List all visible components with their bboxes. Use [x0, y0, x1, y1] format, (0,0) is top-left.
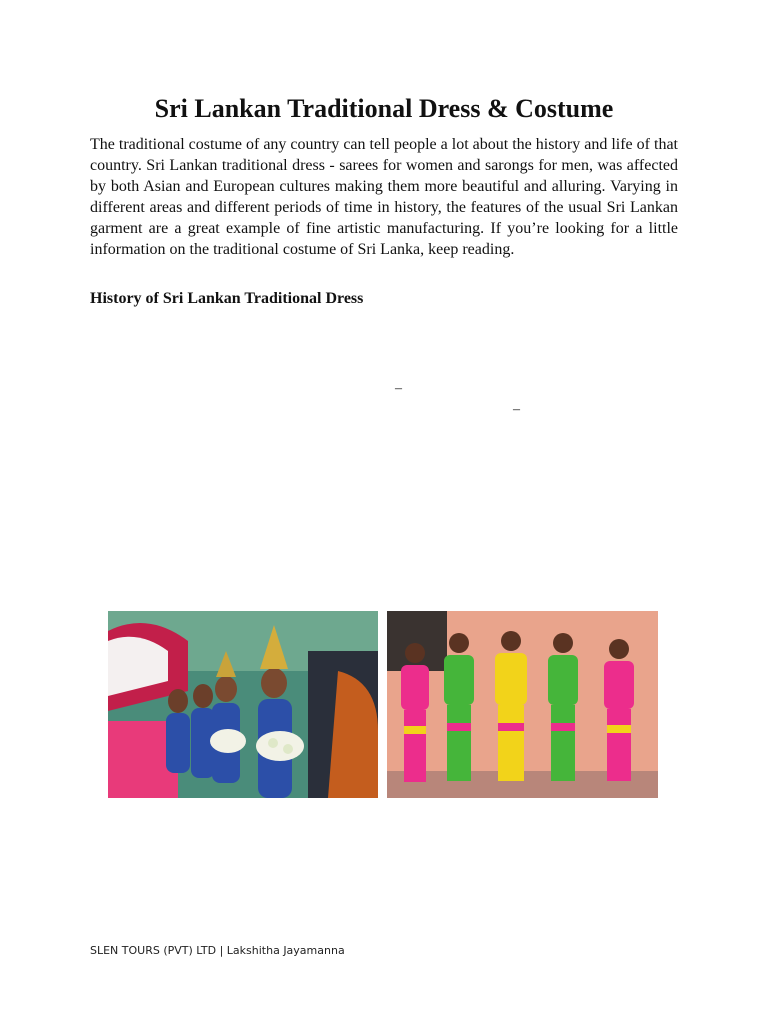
dash-mark: – — [513, 402, 520, 417]
page-footer: SLEN TOURS (PVT) LTD | Lakshitha Jayamanna — [90, 944, 345, 957]
section-heading-history: History of Sri Lankan Traditional Dress — [90, 290, 364, 307]
page-title: Sri Lankan Traditional Dress & Costume — [154, 94, 614, 123]
bharatanatyam-dancers-photo — [387, 611, 658, 798]
kandyan-dancers-photo — [108, 611, 378, 798]
intro-paragraph: The traditional costume of any country can tell people a lot about the history and life of that country. Sri Lankan traditional dress - sarees for women and sarongs for men, was affected by both Asian and European cultures making them more beautiful and alluring. Varying in different areas and different periods of time in history, the features of the usual Sri Lankan garment are a great example of fine artistic manufacturing. If you’re looking for a little information on the traditional costume of Sri Lanka, keep reading. — [90, 136, 678, 258]
dash-mark: – — [395, 381, 402, 396]
